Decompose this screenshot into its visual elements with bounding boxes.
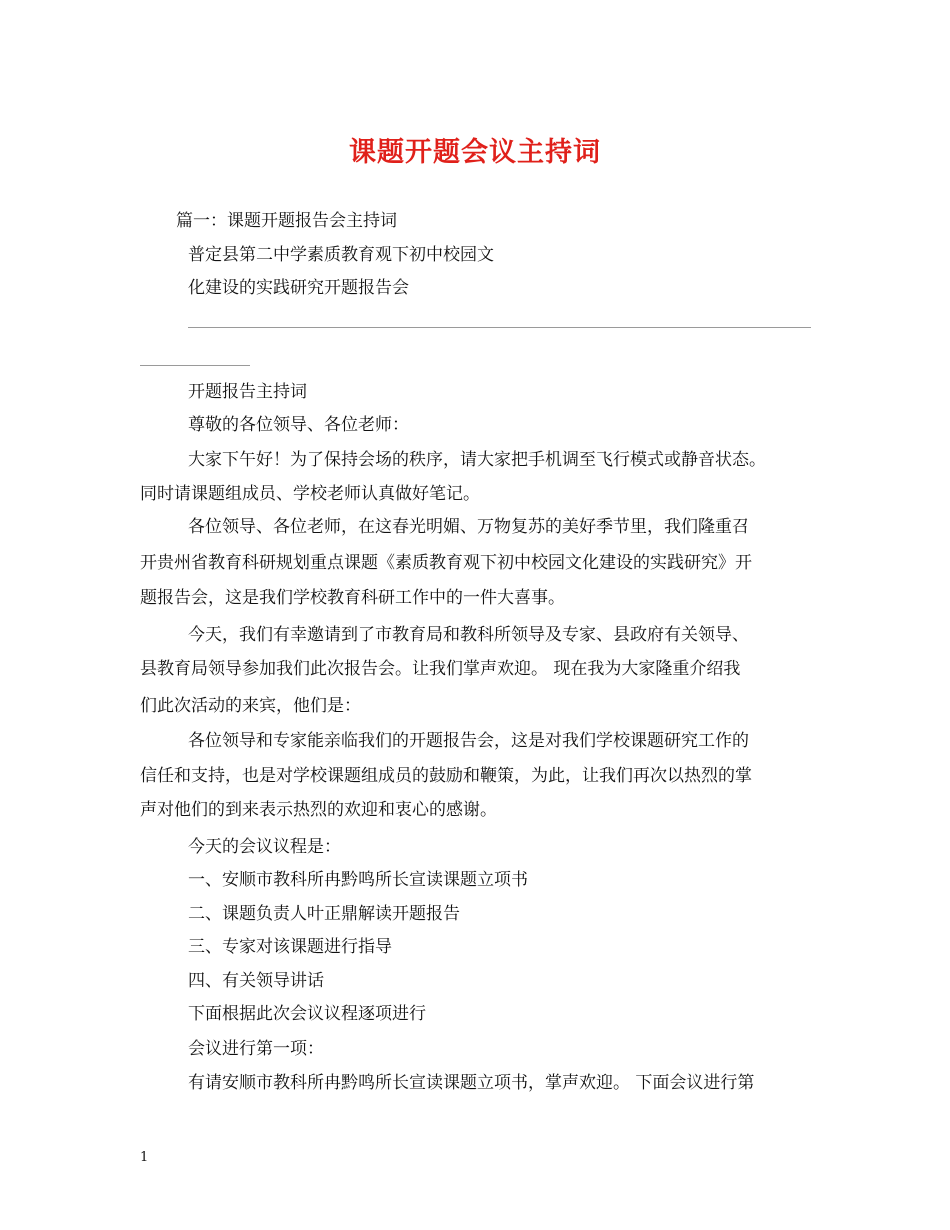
- paragraph-line: 四、有关领导讲话: [188, 971, 324, 991]
- paragraph-line: 开题报告主持词: [188, 382, 307, 402]
- paragraph-line: 各位领导和专家能亲临我们的开题报告会，这是对我们学校课题研究工作的: [188, 731, 749, 751]
- paragraph-line: 声对他们的到来表示热烈的欢迎和衷心的感谢。: [140, 800, 497, 820]
- paragraph-line: 各位领导、各位老师，在这春光明媚、万物复苏的美好季节里，我们隆重召: [188, 517, 749, 537]
- paragraph-line: 题报告会，这是我们学校教育科研工作中的一件大喜事。: [140, 588, 565, 608]
- paragraph-line: 尊敬的各位领导、各位老师：: [188, 415, 409, 435]
- paragraph-line: 有请安顺市教科所冉黔鸣所长宣读课题立项书，掌声欢迎。 下面会议进行第: [188, 1073, 755, 1093]
- separator-line-short: [140, 365, 250, 366]
- separator-line-long: [188, 327, 811, 328]
- paragraph-line: 县教育局领导参加我们此次报告会。让我们掌声欢迎。 现在我为大家隆重介绍我: [140, 659, 741, 679]
- paragraph-line: 一、安顺市教科所冉黔鸣所长宣读课题立项书: [188, 870, 528, 890]
- heading-line: 篇一：课题开题报告会主持词: [176, 211, 397, 231]
- paragraph-line: 同时请课题组成员、学校老师认真做好笔记。: [140, 484, 480, 504]
- document-title: 课题开题会议主持词: [349, 137, 601, 168]
- paragraph-line: 开贵州省教育科研规划重点课题《素质教育观下初中校园文化建设的实践研究》开: [140, 553, 752, 573]
- heading-line: 普定县第二中学素质教育观下初中校园文: [188, 245, 494, 265]
- paragraph-line: 大家下午好！为了保持会场的秩序，请大家把手机调至飞行模式或静音状态。: [188, 450, 766, 470]
- paragraph-line: 今天的会议议程是：: [188, 837, 341, 857]
- paragraph-line: 三、专家对该课题进行指导: [188, 937, 392, 957]
- paragraph-line: 今天，我们有幸邀请到了市教育局和教科所领导及专家、县政府有关领导、: [188, 625, 749, 645]
- paragraph-line: 下面根据此次会议议程逐项进行: [188, 1004, 426, 1024]
- paragraph-line: 们此次活动的来宾，他们是：: [140, 696, 361, 716]
- page-number: 1: [140, 1150, 149, 1165]
- paragraph-line: 会议进行第一项：: [188, 1039, 324, 1059]
- heading-line: 化建设的实践研究开题报告会: [188, 278, 409, 298]
- paragraph-line: 信任和支持，也是对学校课题组成员的鼓励和鞭策，为此，让我们再次以热烈的掌: [140, 766, 752, 786]
- paragraph-line: 二、课题负责人叶正鼎解读开题报告: [188, 904, 460, 924]
